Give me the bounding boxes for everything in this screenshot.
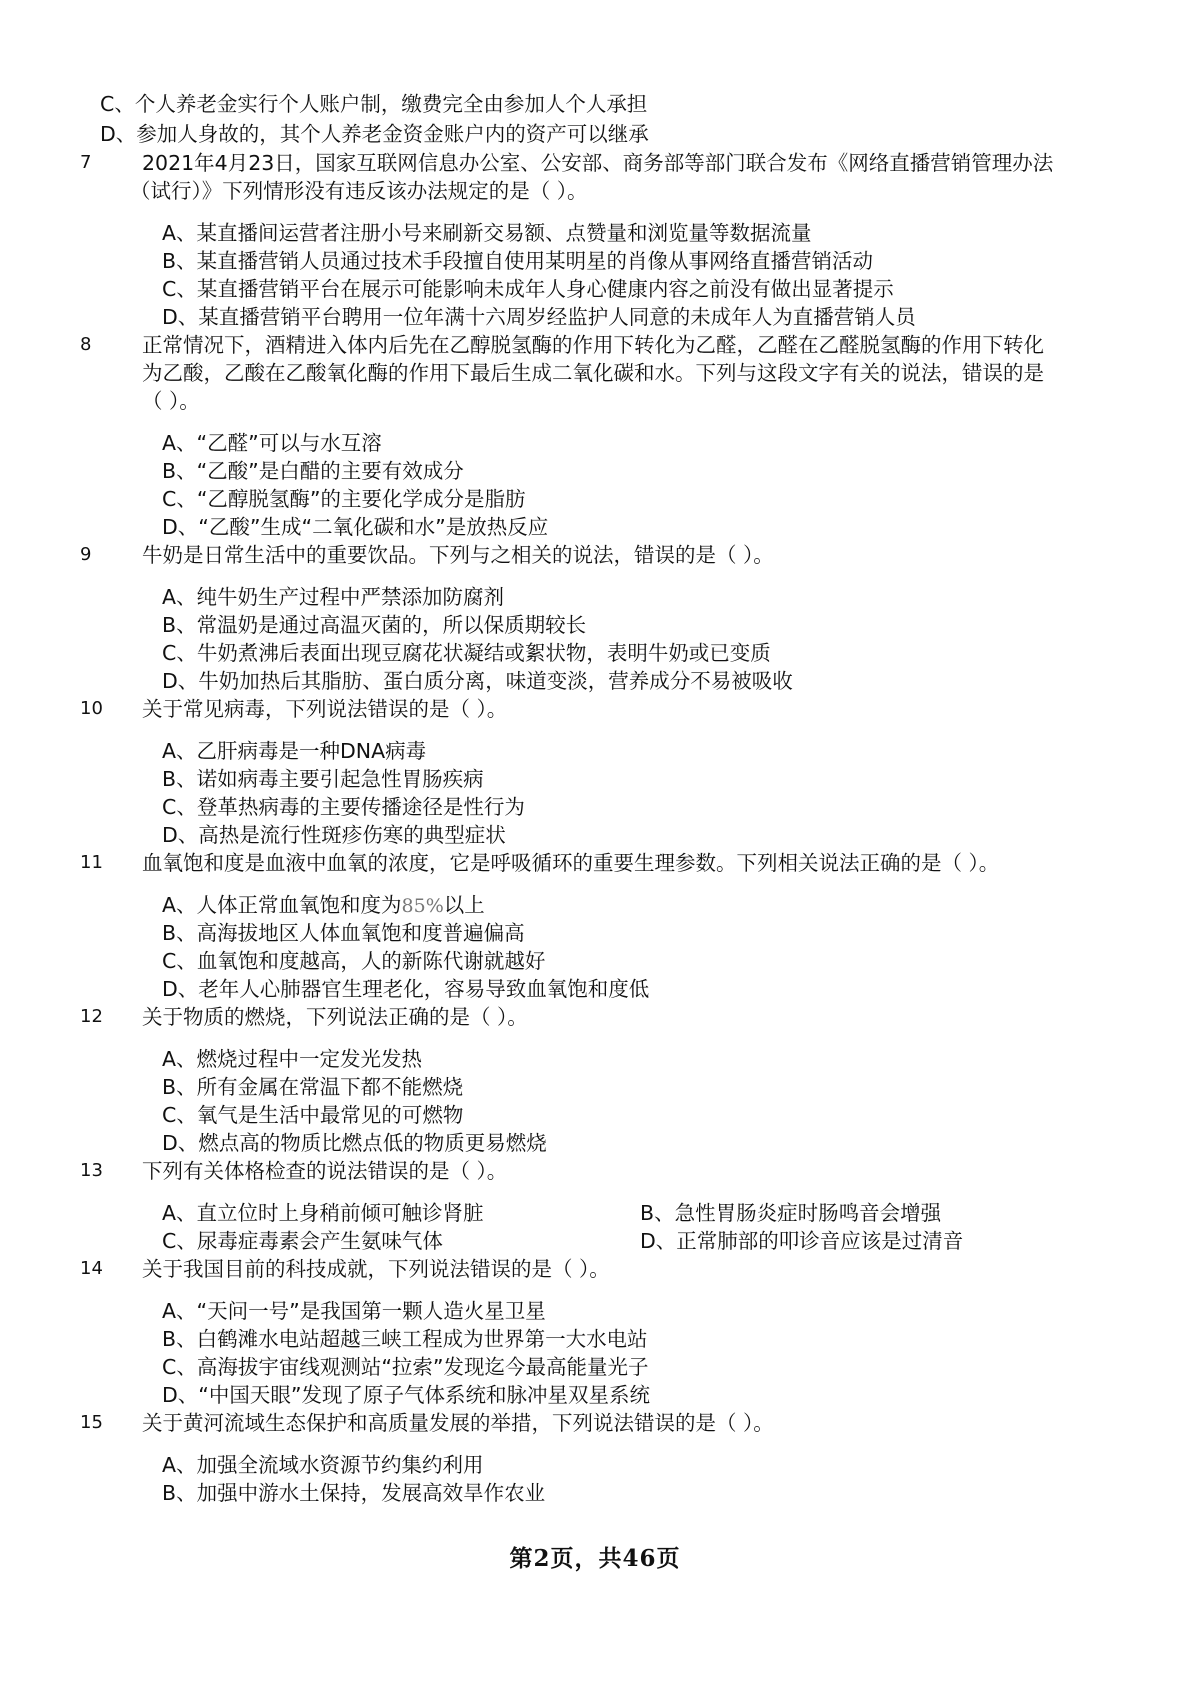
option-d: D、老年人心肺器官生理老化，容易导致血氧饱和度低 — [162, 977, 650, 1001]
question-stem: 下列有关体格检查的说法错误的是（ ）。 — [142, 1159, 508, 1183]
question-stem: 牛奶是日常生活中的重要饮品。下列与之相关的说法，错误的是（ ）。 — [142, 543, 774, 567]
question-stem: 关于我国目前的科技成就，下列说法错误的是（ ）。 — [142, 1257, 610, 1281]
option-b: B、急性胃肠炎症时肠鸣音会增强 — [640, 1201, 942, 1225]
option-a-suffix: 以上 — [443, 893, 485, 917]
option-d: D、高热是流行性斑疹伤寒的典型症状 — [162, 823, 506, 847]
option-a: A、直立位时上身稍前倾可触诊肾脏 — [162, 1201, 484, 1225]
option-a-text: A、人体正常血氧饱和度为 — [162, 893, 402, 917]
question-stem: 关于物质的燃烧，下列说法正确的是（ ）。 — [142, 1005, 528, 1029]
option-a: A、某直播间运营者注册小号来刷新交易额、点赞量和浏览量等数据流量 — [162, 221, 812, 245]
option-a: A、乙肝病毒是一种DNA病毒 — [162, 739, 427, 763]
option-a: A、加强全流域水资源节约集约利用 — [162, 1453, 484, 1477]
question-stem: 关于黄河流域生态保护和高质量发展的举措，下列说法错误的是（ ）。 — [142, 1411, 774, 1435]
option-d: D、某直播营销平台聘用一位年满十六周岁经监护人同意的未成年人为直播营销人员 — [162, 305, 916, 329]
page-number-footer: 第2页，共46页 — [509, 1545, 681, 1572]
option-b: B、高海拔地区人体血氧饱和度普遍偏高 — [162, 921, 525, 945]
question-stem: 关于常见病毒，下列说法错误的是（ ）。 — [142, 697, 508, 721]
question-number: 12 — [80, 1006, 103, 1027]
question-number: 10 — [80, 698, 103, 719]
option-d: D、“乙酸”生成“二氧化碳和水”是放热反应 — [162, 515, 549, 539]
option-b: B、“乙酸”是白醋的主要有效成分 — [162, 459, 464, 483]
option-b: B、诺如病毒主要引起急性胃肠疾病 — [162, 767, 484, 791]
option-d: D、“中国天眼”发现了原子气体系统和脉冲星双星系统 — [162, 1383, 651, 1407]
question-stem: （试行）》下列情形没有违反该办法规定的是（ ）。 — [130, 179, 588, 203]
option-b: B、某直播营销人员通过技术手段擅自使用某明星的肖像从事网络直播营销活动 — [162, 249, 874, 273]
option-c: C、某直播营销平台在展示可能影响未成年人身心健康内容之前没有做出显著提示 — [162, 277, 894, 301]
question-number: 13 — [80, 1160, 103, 1181]
option-d: D、牛奶加热后其脂肪、蛋白质分离，味道变淡，营养成分不易被吸收 — [162, 669, 793, 693]
option-a: A、燃烧过程中一定发光发热 — [162, 1047, 423, 1071]
option-a: A、“乙醛”可以与水互溶 — [162, 431, 382, 455]
question-number: 7 — [80, 152, 92, 173]
option-c: C、“乙醇脱氢酶”的主要化学成分是脂肪 — [162, 487, 526, 511]
option-b: B、常温奶是通过高温灭菌的，所以保质期较长 — [162, 613, 587, 637]
option-c: C、登革热病毒的主要传播途径是性行为 — [162, 795, 525, 819]
option-b: B、所有金属在常温下都不能燃烧 — [162, 1075, 464, 1099]
option-d: D、正常肺部的叩诊音应该是过清音 — [640, 1229, 964, 1253]
question-number: 11 — [80, 852, 103, 873]
question-number: 8 — [80, 334, 92, 355]
option-c: C、氧气是生活中最常见的可燃物 — [162, 1103, 464, 1127]
option-a — [162, 890, 485, 921]
question-number: 14 — [80, 1258, 103, 1279]
question-number: 9 — [80, 544, 92, 565]
question-stem: （ ）。 — [142, 389, 200, 413]
question-stem: 为乙酸，乙酸在乙酸氧化酶的作用下最后生成二氧化碳和水。下列与这段文字有关的说法，错误的是 — [142, 361, 1044, 385]
option-c: C、牛奶煮沸后表面出现豆腐花状凝结或絮状物，表明牛奶或已变质 — [162, 641, 771, 665]
carry-over-option-d: D、参加人身故的，其个人养老金资金账户内的资产可以继承 — [100, 122, 649, 146]
option-c: C、尿毒症毒素会产生氨味气体 — [162, 1229, 443, 1253]
option-d: D、燃点高的物质比燃点低的物质更易燃烧 — [162, 1131, 547, 1155]
option-a: A、纯牛奶生产过程中严禁添加防腐剂 — [162, 585, 505, 609]
option-c: C、高海拔宇宙线观测站“拉索”发现迄今最高能量光子 — [162, 1355, 649, 1379]
percent-value: 85% — [401, 895, 444, 917]
question-stem: 血氧饱和度是血液中血氧的浓度，它是呼吸循环的重要生理参数。下列相关说法正确的是（ ）。 — [142, 851, 1000, 875]
option-a: A、“天问一号”是我国第一颗人造火星卫星 — [162, 1299, 546, 1323]
question-stem: 2021年4月23日，国家互联网信息办公室、公安部、商务部等部门联合发布《网络直播营销管理办法 — [142, 151, 1054, 175]
option-b: B、白鹤滩水电站超越三峡工程成为世界第一大水电站 — [162, 1327, 648, 1351]
option-b: B、加强中游水土保持，发展高效旱作农业 — [162, 1481, 546, 1505]
carry-over-option-c: C、个人养老金实行个人账户制，缴费完全由参加人个人承担 — [100, 92, 648, 116]
option-c: C、血氧饱和度越高，人的新陈代谢就越好 — [162, 949, 546, 973]
question-number: 15 — [80, 1412, 103, 1433]
question-stem: 正常情况下，酒精进入体内后先在乙醇脱氢酶的作用下转化为乙醛，乙醛在乙醛脱氢酶的作用下转化 — [142, 333, 1044, 357]
